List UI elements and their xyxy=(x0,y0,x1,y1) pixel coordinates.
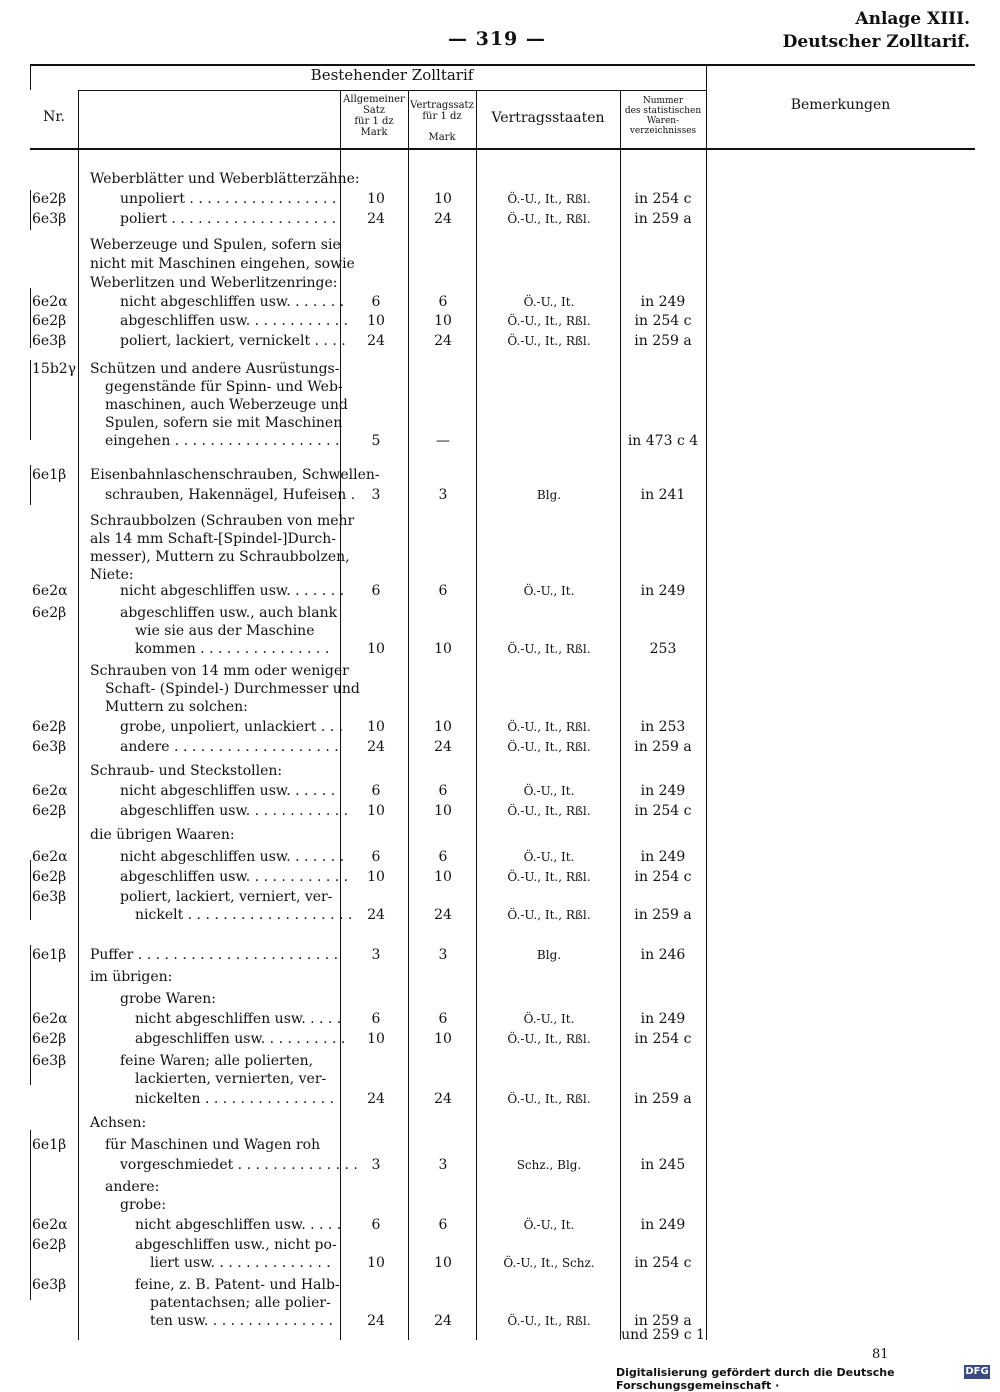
row-contract-states: Ö.-U., It. xyxy=(523,295,575,309)
row-contract-states: Ö.-U., It., Rßl. xyxy=(507,740,591,754)
row-stat-number: in 254 c xyxy=(634,1255,692,1271)
row-contract-states: Ö.-U., It., Rßl. xyxy=(507,1032,591,1046)
footer-page-count: 81 xyxy=(872,1347,889,1362)
row-description: abgeschliffen usw., nicht po- xyxy=(135,1237,337,1253)
row-contract-rate: 3 xyxy=(438,487,448,503)
row-description: schrauben, Hakennägel, Hufeisen . xyxy=(105,487,356,503)
row-description: Muttern zu solchen: xyxy=(105,699,248,715)
column-rule xyxy=(476,90,477,1340)
header-line: Mark xyxy=(360,127,388,138)
row-description: nicht abgeschliffen usw. . . . . . xyxy=(120,783,336,799)
row-contract-states: Ö.-U., It., Rßl. xyxy=(507,1314,591,1328)
row-general-rate: 6 xyxy=(371,783,381,799)
row-description: grobe, unpoliert, unlackiert . . . xyxy=(120,719,344,735)
row-contract-rate: 6 xyxy=(438,1011,448,1027)
row-description: poliert . . . . . . . . . . . . . . . . . . . xyxy=(120,211,337,227)
row-stat-number: 253 xyxy=(649,641,677,657)
row-nr: 6e2β xyxy=(32,719,67,735)
row-contract-rate: 6 xyxy=(438,1217,448,1233)
row-description: feine Waren; alle polierten, xyxy=(120,1053,314,1069)
row-description: die übrigen Waaren: xyxy=(90,827,235,843)
row-description: Schrauben von 14 mm oder weniger xyxy=(90,663,349,679)
row-contract-states: Ö.-U., It. xyxy=(523,584,575,598)
bemerkungen-header: Bemerkungen xyxy=(790,97,891,113)
nummer-header xyxy=(620,96,706,136)
row-description: ten usw. . . . . . . . . . . . . . . xyxy=(150,1313,333,1329)
row-general-rate: 3 xyxy=(371,487,381,503)
row-general-rate: 3 xyxy=(371,1157,381,1173)
vertragssatz-header xyxy=(408,100,476,143)
row-general-rate: 10 xyxy=(367,803,385,819)
row-nr: 6e3β xyxy=(32,889,67,905)
row-contract-rate: 10 xyxy=(434,869,452,885)
row-contract-states: Ö.-U., It. xyxy=(523,784,575,798)
row-contract-states: Ö.-U., It., Rßl. xyxy=(507,870,591,884)
row-general-rate: 10 xyxy=(367,1031,385,1047)
row-contract-rate: — xyxy=(436,433,450,449)
row-description: Weberzeuge und Spulen, sofern sie xyxy=(90,237,341,253)
row-stat-number: in 253 xyxy=(640,719,686,735)
row-stat-number: in 259 a xyxy=(634,333,692,349)
row-description: gegenstände für Spinn- und Web- xyxy=(105,379,343,395)
row-stat-number: in 259 a xyxy=(634,1313,692,1329)
row-contract-rate: 10 xyxy=(434,803,452,819)
row-stat-number: in 259 a xyxy=(634,907,692,923)
row-general-rate: 10 xyxy=(367,191,385,207)
row-contract-rate: 24 xyxy=(434,907,452,923)
row-description: abgeschliffen usw. . . . . . . . . . . . xyxy=(120,313,349,329)
row-contract-states: Ö.-U., It., Rßl. xyxy=(507,314,591,328)
row-nr: 6e2β xyxy=(32,803,67,819)
tarif-label: Deutscher Zolltarif. xyxy=(782,32,970,52)
row-description: messer), Muttern zu Schraubbolzen, xyxy=(90,549,350,565)
row-stat-number: in 254 c xyxy=(634,313,692,329)
row-nr: 6e2α xyxy=(32,1217,68,1233)
row-contract-states: Ö.-U., It., Rßl. xyxy=(507,212,591,226)
row-nr: 6e2α xyxy=(32,783,68,799)
row-stat-number: in 249 xyxy=(640,1011,686,1027)
row-description: nicht abgeschliffen usw. . . . . . . xyxy=(120,583,345,599)
row-nr: 6e3β xyxy=(32,211,67,227)
row-nr: 6e1β xyxy=(32,1137,67,1153)
row-description: nicht abgeschliffen usw. . . . . . . xyxy=(120,849,345,865)
row-contract-rate: 24 xyxy=(434,1091,452,1107)
row-contract-states: Ö.-U., It., Schz. xyxy=(503,1256,595,1270)
row-description: nicht abgeschliffen usw. . . . . xyxy=(135,1011,342,1027)
row-contract-states: Ö.-U., It., Rßl. xyxy=(507,1092,591,1106)
row-nr: 6e1β xyxy=(32,947,67,963)
column-rule xyxy=(30,64,31,90)
row-nr: 6e3β xyxy=(32,1053,67,1069)
row-stat-number: in 254 c xyxy=(634,1031,692,1047)
row-description: für Maschinen und Wagen roh xyxy=(105,1137,321,1153)
allgemeiner-header xyxy=(340,94,408,138)
row-contract-rate: 24 xyxy=(434,739,452,755)
header-line: Satz xyxy=(362,105,386,116)
row-nr: 6e2α xyxy=(32,849,68,865)
header-line: für 1 dz xyxy=(354,116,394,127)
row-contract-states: Blg. xyxy=(536,488,562,502)
row-description: kommen . . . . . . . . . . . . . . . xyxy=(135,641,330,657)
row-stat-number: in 254 c xyxy=(634,803,692,819)
row-contract-rate: 3 xyxy=(438,1157,448,1173)
row-description: patentachsen; alle polier- xyxy=(150,1295,331,1311)
row-nr: 6e2β xyxy=(32,1237,67,1253)
row-contract-rate: 24 xyxy=(434,211,452,227)
bestehender-heading: Bestehender Zolltarif xyxy=(310,66,474,84)
row-description: nicht abgeschliffen usw. . . . . xyxy=(135,1217,342,1233)
row-general-rate: 24 xyxy=(367,1313,385,1329)
column-rule xyxy=(408,90,409,1340)
row-nr: 15b2γ xyxy=(32,361,77,377)
row-nr: 6e3β xyxy=(32,333,67,349)
row-contract-states: Blg. xyxy=(536,948,562,962)
page-number: — 319 — xyxy=(448,28,546,50)
row-stat-number: in 245 xyxy=(640,1157,686,1173)
row-contract-states: Ö.-U., It., Rßl. xyxy=(507,804,591,818)
row-nr: 6e2β xyxy=(32,191,67,207)
header-rule xyxy=(78,90,706,91)
row-description: andere: xyxy=(105,1179,160,1195)
row-general-rate: 10 xyxy=(367,313,385,329)
row-description: abgeschliffen usw., auch blank xyxy=(120,605,338,621)
row-general-rate: 6 xyxy=(371,583,381,599)
row-description: wie sie aus der Maschine xyxy=(135,623,315,639)
row-stat-number: in 249 xyxy=(640,849,686,865)
brace-mark xyxy=(30,288,31,348)
brace-mark xyxy=(30,360,31,440)
row-description: nicht abgeschliffen usw. . . . . . . xyxy=(120,294,345,310)
row-description: Schaft- (Spindel-) Durchmesser und xyxy=(105,681,360,697)
row-stat-number: in 249 xyxy=(640,783,686,799)
row-nr: 6e3β xyxy=(32,1277,67,1293)
row-nr: 6e2β xyxy=(32,1031,67,1047)
column-rule xyxy=(706,64,707,1340)
row-general-rate: 3 xyxy=(371,947,381,963)
row-stat-number: in 254 c xyxy=(634,191,692,207)
anlage-label: Anlage XIII. xyxy=(855,9,970,29)
row-general-rate: 24 xyxy=(367,739,385,755)
row-stat-number: in 254 c xyxy=(634,869,692,885)
row-contract-rate: 6 xyxy=(438,294,448,310)
row-general-rate: 6 xyxy=(371,1217,381,1233)
header-line: Allgemeiner xyxy=(343,94,405,105)
nr-header: Nr. xyxy=(43,109,65,125)
row-contract-states: Ö.-U., It., Rßl. xyxy=(507,642,591,656)
vertragsstaaten-header: Vertragsstaaten xyxy=(491,110,605,126)
row-stat-number: in 241 xyxy=(640,487,686,503)
row-stat-number: in 259 a xyxy=(634,211,692,227)
row-description: nickelten . . . . . . . . . . . . . . . xyxy=(135,1091,335,1107)
row-contract-rate: 3 xyxy=(438,947,448,963)
row-description: Eisenbahnlaschenschrauben, Schwellen- xyxy=(90,467,380,483)
header-line: Mark xyxy=(428,132,456,143)
row-description: Weberlitzen und Weberlitzenringe: xyxy=(90,275,338,291)
row-stat-number: in 249 xyxy=(640,1217,686,1233)
row-contract-rate: 10 xyxy=(434,1031,452,1047)
row-description: Achsen: xyxy=(90,1115,147,1131)
row-contract-rate: 10 xyxy=(434,313,452,329)
row-description: lackierten, vernierten, ver- xyxy=(135,1071,327,1087)
row-description: Puffer . . . . . . . . . . . . . . . . . . . . . . . xyxy=(90,947,339,963)
header-bottom-rule xyxy=(30,148,975,150)
row-description: vorgeschmiedet . . . . . . . . . . . . . . xyxy=(120,1157,358,1173)
brace-mark xyxy=(30,190,31,230)
row-general-rate: 6 xyxy=(371,294,381,310)
anlage-heading xyxy=(783,8,970,54)
footer-credit: Digitalisierung gefördert durch die Deutsche Forschungsgemeinschaft · xyxy=(616,1366,895,1392)
row-general-rate: 10 xyxy=(367,869,385,885)
row-general-rate: 6 xyxy=(371,849,381,865)
header-line: verzeichnisses xyxy=(629,126,697,136)
row-description: Schraubbolzen (Schrauben von mehr xyxy=(90,513,355,529)
row-contract-states: Ö.-U., It., Rßl. xyxy=(507,334,591,348)
brace-mark xyxy=(30,465,31,505)
row-contract-states: Ö.-U., It., Rßl. xyxy=(507,720,591,734)
row-nr: 6e2β xyxy=(32,605,67,621)
row-stat-number: in 249 xyxy=(640,583,686,599)
row-description: als 14 mm Schaft-[Spindel-]Durch- xyxy=(90,531,337,547)
row-contract-states: Schz., Blg. xyxy=(516,1158,582,1172)
column-rule xyxy=(340,90,341,1340)
row-general-rate: 24 xyxy=(367,211,385,227)
row-nr: 6e2β xyxy=(32,869,67,885)
header-line: Waren- xyxy=(646,116,680,126)
row-description: eingehen . . . . . . . . . . . . . . . . . . . xyxy=(105,433,340,449)
row-nr: 6e2α xyxy=(32,294,68,310)
brace-mark xyxy=(30,1130,31,1300)
row-description: im übrigen: xyxy=(90,969,173,985)
brace-mark xyxy=(30,945,31,1085)
row-description: abgeschliffen usw. . . . . . . . . . . . xyxy=(120,803,349,819)
row-general-rate: 10 xyxy=(367,1255,385,1271)
row-description: Schützen und andere Ausrüstungs- xyxy=(90,361,340,377)
row-description: Spulen, sofern sie mit Maschinen xyxy=(105,415,343,431)
row-nr: 6e2β xyxy=(32,313,67,329)
row-contract-rate: 6 xyxy=(438,583,448,599)
row-contract-rate: 24 xyxy=(434,333,452,349)
row-description: unpoliert . . . . . . . . . . . . . . . . . xyxy=(120,191,337,207)
row-description: grobe Waren: xyxy=(120,991,217,1007)
row-description: poliert, lackiert, vernickelt . . . . xyxy=(120,333,346,349)
row-general-rate: 24 xyxy=(367,907,385,923)
row-contract-rate: 10 xyxy=(434,1255,452,1271)
row-description: Schraub- und Steckstollen: xyxy=(90,763,283,779)
row-nr: 6e3β xyxy=(32,739,67,755)
row-nr: 6e1β xyxy=(32,467,67,483)
row-nr: 6e2α xyxy=(32,583,68,599)
row-contract-states: Ö.-U., It., Rßl. xyxy=(507,192,591,206)
row-stat-number: in 259 a xyxy=(634,1091,692,1107)
row-stat-number: und 259 c 1 xyxy=(621,1327,705,1343)
row-description: nickelt . . . . . . . . . . . . . . . . . . . xyxy=(135,907,353,923)
row-description: liert usw. . . . . . . . . . . . . . xyxy=(150,1255,331,1271)
row-general-rate: 24 xyxy=(367,1091,385,1107)
row-contract-rate: 6 xyxy=(438,783,448,799)
row-contract-rate: 10 xyxy=(434,641,452,657)
header-line: Vertragssatz xyxy=(410,100,474,111)
row-general-rate: 5 xyxy=(371,433,381,449)
row-description: Niete: xyxy=(90,567,134,583)
row-contract-states: Ö.-U., It. xyxy=(523,850,575,864)
row-description: Weberblätter und Weberblätterzähne: xyxy=(90,171,360,187)
row-contract-rate: 6 xyxy=(438,849,448,865)
header-line: des statistischen xyxy=(624,106,702,116)
row-stat-number: in 246 xyxy=(640,947,686,963)
brace-mark xyxy=(30,860,31,920)
row-general-rate: 6 xyxy=(371,1011,381,1027)
row-description: maschinen, auch Weberzeuge und xyxy=(105,397,348,413)
row-general-rate: 24 xyxy=(367,333,385,349)
row-description: abgeschliffen usw. . . . . . . . . . . . xyxy=(120,869,349,885)
column-rule xyxy=(620,90,621,1340)
row-description: poliert, lackiert, verniert, ver- xyxy=(120,889,333,905)
row-description: nicht mit Maschinen eingehen, sowie xyxy=(90,256,355,272)
row-description: andere . . . . . . . . . . . . . . . . . . . xyxy=(120,739,339,755)
row-contract-rate: 10 xyxy=(434,191,452,207)
row-contract-rate: 24 xyxy=(434,1313,452,1329)
row-contract-states: Ö.-U., It. xyxy=(523,1218,575,1232)
dfg-logo: DFG xyxy=(965,1366,989,1377)
row-stat-number: in 259 a xyxy=(634,739,692,755)
row-contract-states: Ö.-U., It., Rßl. xyxy=(507,908,591,922)
row-general-rate: 10 xyxy=(367,719,385,735)
row-contract-states: Ö.-U., It. xyxy=(523,1012,575,1026)
row-description: abgeschliffen usw. . . . . . . . . . xyxy=(135,1031,346,1047)
row-description: feine, z. B. Patent- und Halb- xyxy=(135,1277,340,1293)
header-line: Nummer xyxy=(642,96,684,106)
row-nr: 6e2α xyxy=(32,1011,68,1027)
header-line: für 1 dz xyxy=(422,111,462,122)
row-general-rate: 10 xyxy=(367,641,385,657)
row-stat-number: in 249 xyxy=(640,294,686,310)
row-contract-rate: 10 xyxy=(434,719,452,735)
row-stat-number: in 473 c 4 xyxy=(627,433,699,449)
row-description: grobe: xyxy=(120,1197,167,1213)
